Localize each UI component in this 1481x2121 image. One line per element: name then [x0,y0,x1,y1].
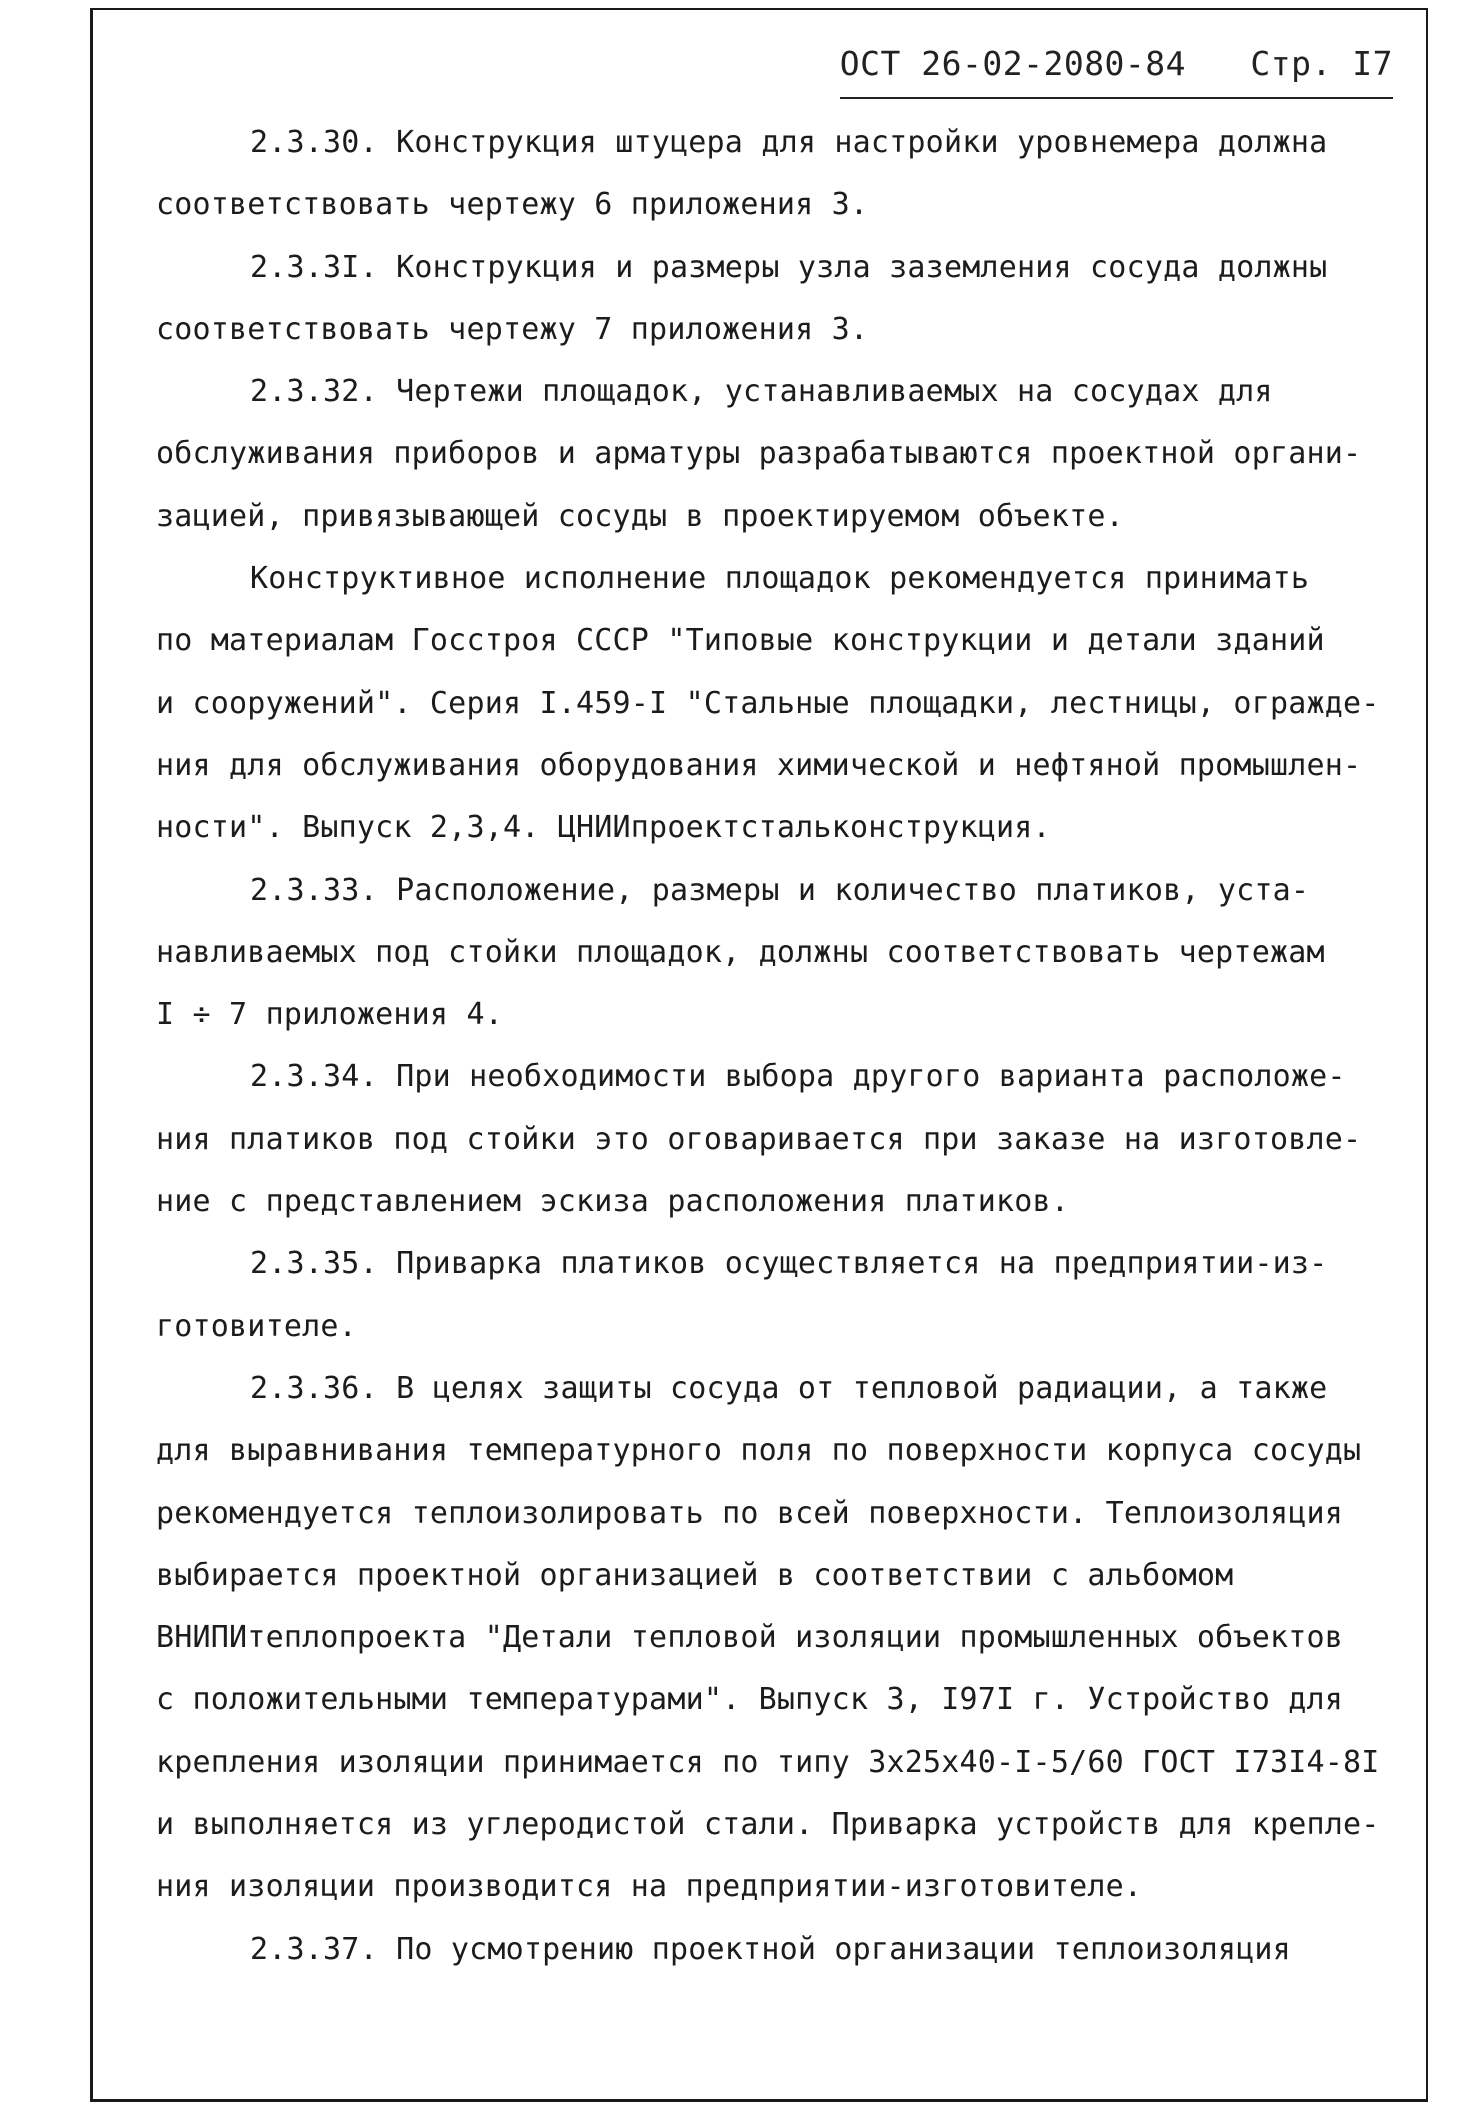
text-line: зацией, привязывающей сосуды в проектируемом объекте. [156,498,1124,534]
text-line: I ÷ 7 приложения 4. [156,997,503,1033]
text-line: ности". Выпуск 2,3,4. ЦНИИпроектстальконструкция. [156,810,1051,846]
text-line: и выполняется из углеродистой стали. Приварка устройств для крепле- [156,1807,1380,1843]
text-line: ния изоляции производится на предприятии-изготовителе. [156,1869,1143,1905]
text-line: ВНИПИтеплопроекта "Детали тепловой изоляции промышленных объектов [156,1620,1343,1656]
text-line: готовителе. [156,1308,357,1344]
text-line: по материалам Госстроя СССР "Типовые конструкции и детали зданий [156,623,1325,659]
text-line: 2.3.34. При необходимости выбора другого варианта расположе- [250,1059,1346,1095]
text-line: 2.3.35. Приварка платиков осуществляется на предприятии-из- [250,1246,1328,1282]
text-line: 2.3.36. В целях защиты сосуда от тепловой радиации, а также [250,1370,1328,1406]
text-line: ния платиков под стойки это оговаривается при заказе на изготовле- [156,1121,1362,1157]
text-line: выбирается проектной организацией в соответствии с альбомом [156,1557,1234,1593]
text-line: рекомендуется теплоизолировать по всей поверхности. Теплоизоляция [156,1495,1343,1531]
text-line: навливаемых под стойки площадок, должны соответствовать чертежам [156,934,1325,970]
text-line: для выравнивания температурного поля по поверхности корпуса сосуды [156,1433,1362,1469]
text-line: 2.3.32. Чертежи площадок, устанавливаемых на сосудах для [250,374,1273,410]
text-line: крепления изоляции принимается по типу 3x25x40-I-5/60 ГОСТ I73I4-8I [156,1744,1380,1780]
text-line: 2.3.37. По усмотрению проектной организации теплоизоляция [250,1931,1291,1967]
text-line: с положительными температурами". Выпуск 3, I97I г. Устройство для [156,1682,1343,1718]
page-number: Стр. I7 [1250,44,1393,83]
text-line: и сооружений". Серия I.459-I "Стальные площадки, лестницы, ограждe- [156,685,1380,721]
text-line: соответствовать чертежу 6 приложения 3. [156,187,869,223]
text-line: 2.3.3I. Конструкция и размеры узла заземления сосуда должны [250,249,1328,285]
text-line: соответствовать чертежу 7 приложения 3. [156,311,869,347]
text-line: Конструктивное исполнение площадок рекомендуется принимать [250,561,1310,597]
document-body [156,112,1418,1981]
text-line: обслуживания приборов и арматуры разрабатываются проектной органи- [156,436,1362,472]
text-line: 2.3.30. Конструкция штуцера для настройки уровнемера должна [250,125,1328,160]
document-number: ОСТ 26-02-2080-84 [839,44,1187,83]
text-line: ния для обслуживания оборудования химической и нефтяной промышлен- [156,747,1362,783]
text-line: 2.3.33. Расположение, размеры и количество платиков, уста- [250,872,1310,908]
text-line: ние с представлением эскиза расположения платиков. [156,1184,1070,1220]
page-header [840,44,1393,99]
